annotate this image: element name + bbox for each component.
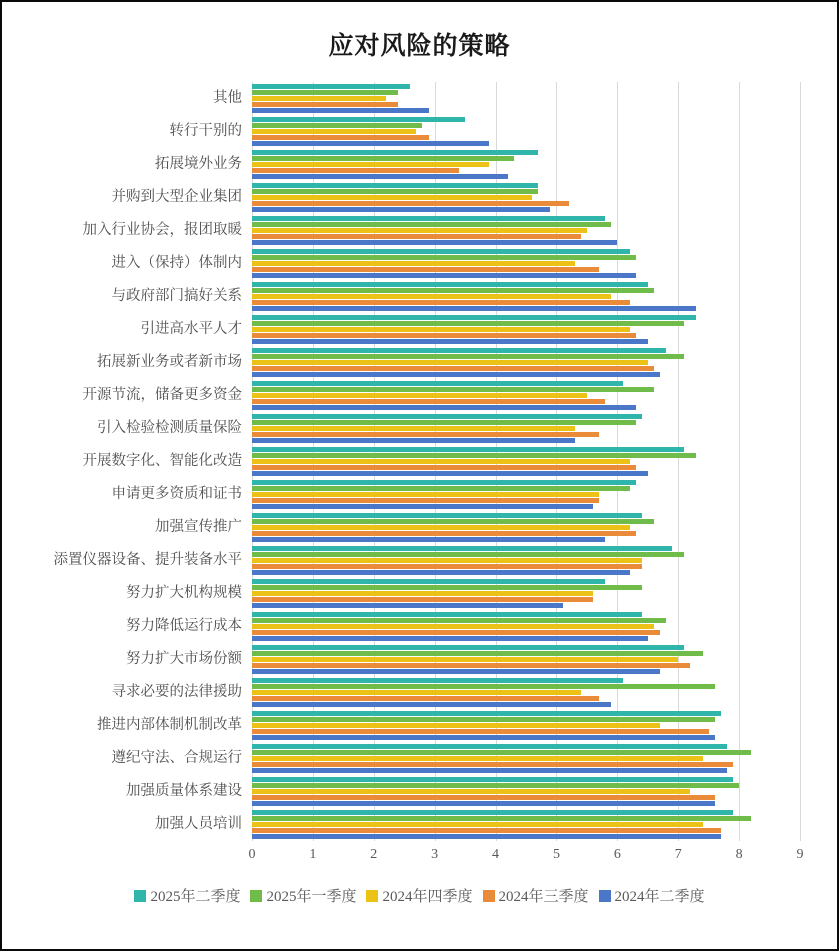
bar-2024年四季度: [252, 723, 660, 728]
bar-2025年二季度: [252, 117, 465, 122]
bar-2024年四季度: [252, 393, 587, 398]
x-tick-label: 6: [613, 847, 621, 862]
bar-group: [252, 414, 800, 443]
legend-label: 2025年二季度: [150, 889, 241, 905]
bar-group: [252, 777, 800, 806]
bar-2024年三季度: [252, 762, 733, 767]
bar-2024年二季度: [252, 471, 648, 476]
bar-group: [252, 183, 800, 212]
category-label: 引进高水平人才: [140, 321, 242, 338]
category-label: 加强人员培训: [155, 816, 242, 833]
bar-2025年二季度: [252, 480, 636, 485]
bar-2025年二季度: [252, 216, 605, 221]
bar-group: [252, 612, 800, 641]
bar-group: [252, 150, 800, 179]
bar-2025年二季度: [252, 282, 648, 287]
category-row: [2, 544, 837, 577]
bar-2024年四季度: [252, 129, 416, 134]
category-row: [2, 676, 837, 709]
bar-group: [252, 480, 800, 509]
bar-2024年三季度: [252, 795, 715, 800]
bar-2024年四季度: [252, 195, 532, 200]
bar-2025年一季度: [252, 354, 684, 359]
bar-2024年二季度: [252, 240, 617, 245]
bar-2025年一季度: [252, 255, 636, 260]
bar-group: [252, 216, 800, 245]
x-tick-label: 5: [552, 847, 560, 862]
bar-2025年一季度: [252, 651, 703, 656]
bar-2025年一季度: [252, 123, 422, 128]
category-label: 努力扩大市场份额: [126, 651, 242, 668]
bar-group: [252, 810, 800, 839]
category-label: 加强宣传推广: [155, 519, 242, 536]
bar-2024年四季度: [252, 228, 587, 233]
bar-group: [252, 348, 800, 377]
bar-2024年三季度: [252, 366, 654, 371]
bar-2024年二季度: [252, 669, 660, 674]
bar-2025年二季度: [252, 579, 605, 584]
category-row: [2, 346, 837, 379]
category-row: [2, 247, 837, 280]
bar-2024年四季度: [252, 789, 690, 794]
bar-2025年二季度: [252, 612, 642, 617]
bar-2024年二季度: [252, 801, 715, 806]
bar-2025年一季度: [252, 684, 715, 689]
category-label: 进入（保持）体制内: [111, 255, 242, 272]
bar-2024年四季度: [252, 690, 581, 695]
bar-2024年三季度: [252, 630, 660, 635]
category-row: [2, 610, 837, 643]
bar-2025年二季度: [252, 513, 642, 518]
chart-title: 应对风险的策略: [328, 33, 511, 60]
bar-group: [252, 315, 800, 344]
category-row: [2, 181, 837, 214]
bar-2024年二季度: [252, 636, 648, 641]
bar-group: [252, 282, 800, 311]
legend-swatch-icon: [483, 890, 495, 902]
legend-swatch-icon: [250, 890, 262, 902]
bar-2024年三季度: [252, 531, 636, 536]
category-label: 推进内部体制机制改革: [97, 717, 242, 734]
category-label: 拓展新业务或者新市场: [97, 354, 242, 371]
bar-2024年三季度: [252, 597, 593, 602]
category-label: 开源节流，储备更多资金: [82, 387, 242, 404]
category-label: 并购到大型企业集团: [111, 189, 242, 206]
bar-2025年一季度: [252, 321, 684, 326]
bar-2024年三季度: [252, 102, 398, 107]
bar-2024年三季度: [252, 234, 581, 239]
legend-label: 2024年二季度: [614, 889, 705, 905]
category-row: [2, 511, 837, 544]
bar-group: [252, 546, 800, 575]
bar-2025年一季度: [252, 420, 636, 425]
legend-swatch-icon: [134, 890, 146, 902]
bar-2024年三季度: [252, 498, 599, 503]
category-label: 加强质量体系建设: [126, 783, 242, 800]
legend-item: [483, 885, 589, 906]
category-label: 添置仪器设备、提升装备水平: [53, 552, 242, 569]
bar-2024年二季度: [252, 141, 489, 146]
bar-2024年三季度: [252, 465, 636, 470]
bar-2024年三季度: [252, 729, 709, 734]
x-tick-label: 9: [796, 847, 804, 862]
bar-2025年二季度: [252, 810, 733, 815]
bar-2024年二季度: [252, 834, 721, 839]
bar-2024年三季度: [252, 300, 630, 305]
bar-2024年四季度: [252, 162, 489, 167]
legend-item: [250, 885, 356, 906]
bar-2024年二季度: [252, 537, 605, 542]
bar-2025年二季度: [252, 744, 727, 749]
bar-2025年二季度: [252, 777, 733, 782]
bar-2024年二季度: [252, 405, 636, 410]
bar-2025年一季度: [252, 288, 654, 293]
bar-2025年二季度: [252, 381, 623, 386]
category-label: 开展数字化、智能化改造: [82, 453, 242, 470]
bar-2024年二季度: [252, 735, 715, 740]
legend-item: [134, 885, 240, 906]
bar-2024年二季度: [252, 108, 429, 113]
bar-2025年二季度: [252, 315, 696, 320]
bar-group: [252, 249, 800, 278]
bar-2025年一季度: [252, 816, 751, 821]
bar-2024年二季度: [252, 438, 575, 443]
bar-2024年四季度: [252, 822, 703, 827]
bar-group: [252, 579, 800, 608]
bar-2024年三季度: [252, 399, 605, 404]
bar-2024年三季度: [252, 663, 690, 668]
category-row: [2, 115, 837, 148]
bar-2024年四季度: [252, 426, 575, 431]
category-row: [2, 214, 837, 247]
bar-2025年二季度: [252, 447, 684, 452]
bar-2024年三季度: [252, 201, 569, 206]
bar-2024年四季度: [252, 327, 630, 332]
bar-2024年四季度: [252, 624, 654, 629]
category-row: [2, 412, 837, 445]
legend-label: 2024年三季度: [498, 889, 589, 905]
bar-2025年二季度: [252, 414, 642, 419]
category-label: 转行干别的: [169, 123, 242, 140]
category-row: [2, 709, 837, 742]
bar-group: [252, 678, 800, 707]
category-row: [2, 379, 837, 412]
bar-2025年一季度: [252, 387, 654, 392]
bar-2024年四季度: [252, 756, 703, 761]
bar-2025年二季度: [252, 249, 630, 254]
bar-2025年二季度: [252, 150, 538, 155]
legend-swatch-icon: [599, 890, 611, 902]
bar-2024年三季度: [252, 696, 599, 701]
bar-2024年三季度: [252, 135, 429, 140]
bar-group: [252, 513, 800, 542]
bar-2024年四季度: [252, 558, 642, 563]
x-tick-label: 8: [735, 847, 743, 862]
bar-2025年一季度: [252, 222, 611, 227]
bar-group: [252, 447, 800, 476]
legend: [2, 885, 837, 906]
bar-2024年二季度: [252, 702, 611, 707]
bar-2024年三季度: [252, 564, 642, 569]
bar-2024年二季度: [252, 603, 563, 608]
bar-2025年二季度: [252, 348, 666, 353]
bar-2024年三季度: [252, 333, 636, 338]
bar-2024年三季度: [252, 828, 721, 833]
bar-2025年二季度: [252, 645, 684, 650]
bar-2024年二季度: [252, 372, 660, 377]
bar-2024年二季度: [252, 570, 630, 575]
category-row: [2, 742, 837, 775]
bar-2025年二季度: [252, 183, 538, 188]
bar-2025年二季度: [252, 711, 721, 716]
bar-2025年一季度: [252, 552, 684, 557]
bar-2025年一季度: [252, 783, 739, 788]
bar-group: [252, 84, 800, 113]
bar-2025年一季度: [252, 750, 751, 755]
x-tick-label: 0: [248, 847, 256, 862]
category-label: 寻求必要的法律援助: [111, 684, 242, 701]
bar-group: [252, 711, 800, 740]
bar-chart: [2, 82, 837, 869]
bar-2024年四季度: [252, 591, 593, 596]
bar-2025年一季度: [252, 717, 715, 722]
bar-group: [252, 381, 800, 410]
category-row: [2, 445, 837, 478]
x-tick-label: 1: [309, 847, 317, 862]
bar-2025年二季度: [252, 546, 672, 551]
bar-2025年一季度: [252, 156, 514, 161]
bar-2025年一季度: [252, 519, 654, 524]
category-label: 与政府部门搞好关系: [111, 288, 242, 305]
bar-2024年二季度: [252, 504, 593, 509]
bar-2024年四季度: [252, 294, 611, 299]
legend-label: 2025年一季度: [266, 889, 357, 905]
bar-2024年二季度: [252, 207, 550, 212]
bar-2025年一季度: [252, 453, 696, 458]
bar-2024年三季度: [252, 168, 459, 173]
category-label: 申请更多资质和证书: [111, 486, 242, 503]
legend-item: [599, 885, 705, 906]
category-label: 拓展境外业务: [155, 156, 242, 173]
bar-2024年四季度: [252, 261, 575, 266]
bar-2024年四季度: [252, 360, 648, 365]
bar-2024年四季度: [252, 657, 678, 662]
category-row: [2, 808, 837, 841]
legend-item: [366, 885, 472, 906]
bar-2024年三季度: [252, 267, 599, 272]
legend-label: 2024年四季度: [382, 889, 473, 905]
bar-group: [252, 117, 800, 146]
x-tick-label: 3: [431, 847, 439, 862]
bar-2024年四季度: [252, 459, 630, 464]
category-label: 遵纪守法、合规运行: [111, 750, 242, 767]
bar-group: [252, 645, 800, 674]
bar-2024年三季度: [252, 432, 599, 437]
bar-2025年一季度: [252, 486, 630, 491]
category-row: [2, 478, 837, 511]
category-label: 努力降低运行成本: [126, 618, 242, 635]
bar-2024年二季度: [252, 273, 636, 278]
category-row: [2, 775, 837, 808]
bar-2025年一季度: [252, 90, 398, 95]
bar-2024年二季度: [252, 306, 696, 311]
bar-group: [252, 744, 800, 773]
bar-2024年四季度: [252, 96, 386, 101]
bar-2024年二季度: [252, 339, 648, 344]
bar-2025年一季度: [252, 585, 642, 590]
bar-2025年二季度: [252, 678, 623, 683]
bar-2024年四季度: [252, 492, 599, 497]
x-axis: [248, 845, 804, 869]
bar-2024年四季度: [252, 525, 630, 530]
bar-2025年二季度: [252, 84, 410, 89]
x-tick-label: 7: [674, 847, 682, 862]
category-row: [2, 313, 837, 346]
category-row: [2, 82, 837, 115]
x-tick-label: 4: [492, 847, 500, 862]
category-row: [2, 280, 837, 313]
bar-2025年一季度: [252, 189, 538, 194]
category-label: 其他: [213, 90, 242, 107]
bar-2024年二季度: [252, 174, 508, 179]
category-label: 努力扩大机构规模: [126, 585, 242, 602]
category-row: [2, 643, 837, 676]
bar-2024年二季度: [252, 768, 727, 773]
x-tick-label: 2: [370, 847, 378, 862]
category-label: 加入行业协会，报团取暖: [82, 222, 242, 239]
bar-2025年一季度: [252, 618, 666, 623]
category-label: 引入检验检测质量保险: [97, 420, 242, 437]
legend-swatch-icon: [366, 890, 378, 902]
chart-rows: [2, 82, 837, 841]
category-row: [2, 148, 837, 181]
category-row: [2, 577, 837, 610]
